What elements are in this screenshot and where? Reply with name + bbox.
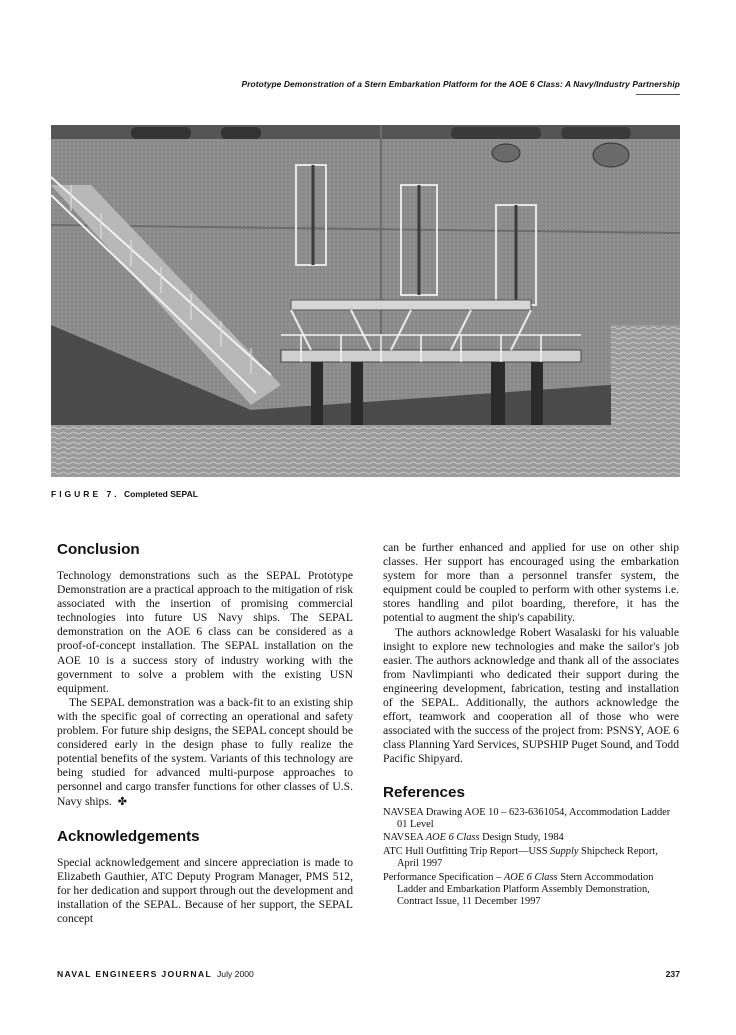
acknowledgements-heading: Acknowledgements [57,827,200,845]
footer-date: July 2000 [217,969,254,979]
end-mark-icon: ✤ [117,794,127,808]
figure-title: Completed SEPAL [123,489,198,499]
sepal-photo-illustration [51,125,680,477]
figure-label: FIGURE 7. [51,489,120,499]
conclusion-heading: Conclusion [57,541,140,558]
references-heading: References [383,783,465,801]
reference-item: ATC Hull Outfitting Trip Report—USS Supply Shipcheck Report, April 1997 [383,845,658,870]
conclusion-paragraph-1: Technology demonstrations such as the SEPAL Prototype Demonstration are a practical approach to the mitigation of risk associated with the insertion of promising commercial technologies into future US Navy ships. The SEPAL demonstration on the AOE 6 class can be considered as a proof-of-concept installation. The SEPAL installation on the AOE 10 is a success story of industry working with the government to solve a problem with the existing USN equipment. [57,569,353,695]
conclusion-paragraph-2 [57,696,353,809]
left-column [57,541,353,926]
running-head: Prototype Demonstration of a Stern Embarkation Platform for the AOE 6 Class: A Navy/Industry Partnership [241,79,680,89]
page-number: 237 [665,969,680,979]
right-column [383,541,679,910]
figure-photo [51,125,680,477]
reference-item: Performance Specification – AOE 6 Class Stern Accommodation Ladder and Embarkation Platform Assembly Demonstration, Contract Issue, 11 December 1997 [383,871,654,908]
reference-item: NAVSEA Drawing AOE 10 – 623-6361054, Accommodation Ladder 01 Level [383,806,671,830]
figure-caption [51,489,198,499]
footer-journal-name: NAVAL ENGINEERS JOURNAL [57,969,212,979]
acknowledgements-paragraph-1-continued: can be further enhanced and applied for use on other ship classes. Her support has encouraged using the embarkation system for more than a personnel transfer system, the equipment could be coupled to perform with other systems i.e. stores handling and pilot boarding, therefore, it has the potential to augment the ship's capability. [383,541,679,625]
conclusion-paragraph-2-text: The SEPAL demonstration was a back-fit to an existing ship with the specific goal of correcting an operational and safety problem. For future ship designs, the SEPAL concept should be considered early in the design phase to fully realize the potential benefits of the system. Variants of this technology are being studied for advanced multi-purpose approaches to personnel and cargo transfer functions for other classes of U.S. Navy ships. [57,695,353,808]
acknowledgements-paragraph-2: The authors acknowledge Robert Wasalaski for his valuable insight to explore new technologies and make the sailor's job easier. The authors acknowledge and thank all of the associates from Navlimpianti who dedicated their support during the engineering development, fabrication, testing and installation of the SEPAL. Additionally, the authors acknowledge the effort, teamwork and cooperation all of those who were associated with the success of the project from: PSNSY, AOE 6 class Planning Yard Services, SUPSHIP Puget Sound, and Todd Pacific Shipyard. [383,625,679,766]
reference-item: NAVSEA AOE 6 Class Design Study, 1984 [383,832,564,844]
header-rule [636,94,680,95]
acknowledgements-paragraph-1: Special acknowledgement and sincere appreciation is made to Elizabeth Gauthier, ATC Deputy Program Manager, PMS 512, for her dedication and support through out the development and installation of the SEPAL. Because of her support, the SEPAL concept [57,855,353,925]
references-list [383,807,679,909]
